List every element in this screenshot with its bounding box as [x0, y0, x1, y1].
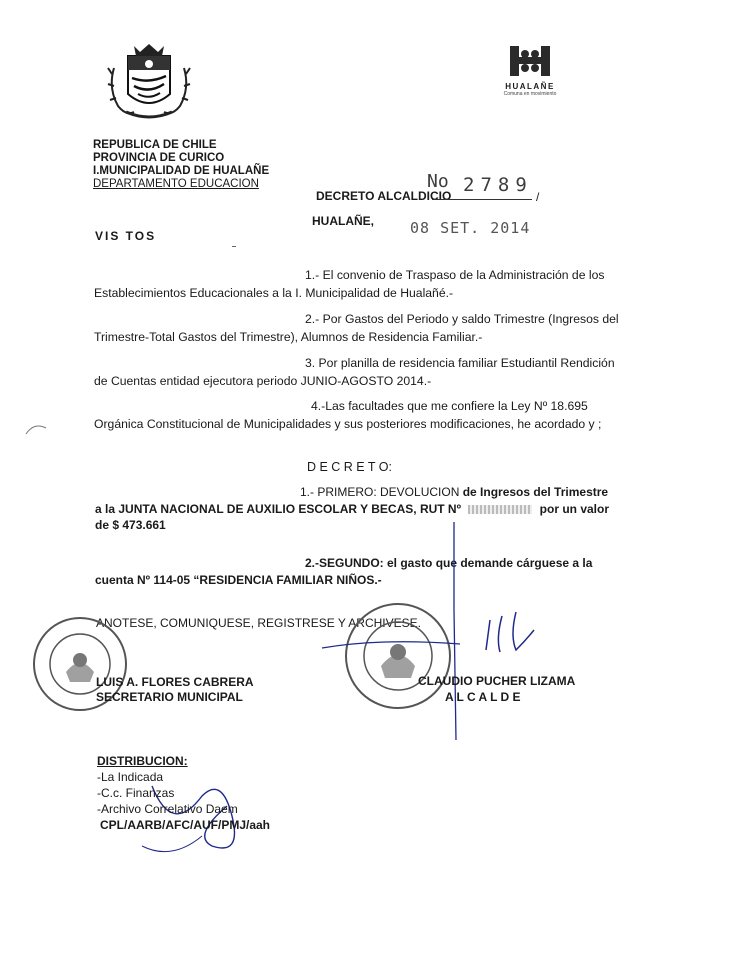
visto-1-cont: Establecimientos Educacionales a la I. Municipalidad de Hualañé.-	[94, 286, 454, 300]
closing-line: ANOTESE, COMUNIQUESE, REGISTRESE Y ARCHIVESE.	[96, 616, 421, 630]
primero-beneficiary: a la JUNTA NACIONAL DE AUXILIO ESCOLAR Y BECAS, RUT Nº	[95, 502, 461, 516]
brand-tagline: Comuna en movimiento	[503, 91, 557, 97]
primero-line-1	[300, 484, 608, 500]
decree-number-underline	[432, 199, 532, 200]
mayor-signature	[320, 520, 560, 770]
visto-3-lead: 3. Por planilla de residencia familiar Estudiantil Rendición	[305, 356, 615, 370]
coat-of-arms-logo	[104, 38, 194, 120]
margin-hole-mark	[24, 420, 48, 441]
mayor-title: A L C A L D E	[445, 690, 521, 704]
decree-label: DECRETO ALCALDICIO	[316, 189, 452, 203]
header-line-province: PROVINCIA DE CURICO	[93, 152, 225, 164]
segundo-line-2: cuenta Nº 114-05 “RESIDENCIA FAMILIAR NIÑOS.-	[95, 573, 382, 587]
primero-line-2	[95, 501, 609, 517]
mayor-name: CLAUDIO PUCHER LIZAMA	[418, 674, 576, 688]
vistos-heading: VIS TOS	[95, 229, 157, 243]
header-line-country: REPUBLICA DE CHILE	[93, 139, 217, 151]
decree-number-slash: /	[536, 190, 540, 204]
visto-4-cont: Orgánica Constitucional de Municipalidades y sus posteriores modificaciones, he acordado y ;	[94, 417, 602, 431]
visto-1-lead: 1.- El convenio de Traspaso de la Administración de los	[305, 268, 605, 282]
redacted-rut	[468, 505, 532, 514]
distribution-heading: DISTRIBUCION:	[97, 754, 188, 768]
header-block	[93, 139, 269, 191]
visto-4-lead: 4.-Las facultades que me confiere la Ley Nº 18.695	[311, 399, 588, 413]
primero-lead: 1.- PRIMERO: DEVOLUCION	[300, 485, 460, 499]
primero-subject: de Ingresos del Trimestre	[459, 485, 609, 499]
header-line-department: DEPARTAMENTO EDUCACION	[93, 178, 259, 190]
hualane-brand-logo	[500, 44, 560, 110]
distribution-item-1: -La Indicada	[97, 770, 164, 784]
small-dash-mark	[232, 246, 236, 247]
decree-number-prefix: No	[427, 171, 449, 192]
distribution-initials: CPL/AARB/AFC/AUF/PMJ/aah	[100, 818, 271, 832]
visto-2-lead: 2.- Por Gastos del Periodo y saldo Trimestre (Ingresos del	[305, 312, 619, 326]
secretary-name: LUIS A. FLORES CABRERA	[96, 675, 254, 689]
header-line-municipality: I.MUNICIPALIDAD DE HUALAÑE	[93, 165, 270, 177]
primero-amount-lead: por un valor	[539, 502, 610, 516]
brand-name: HUALAÑE	[505, 82, 555, 91]
visto-2-cont: Trimestre-Total Gastos del Trimestre), Alumnos de Residencia Familiar.-	[94, 330, 483, 344]
distribution-item-2: -C.c. Finanzas	[97, 786, 175, 800]
visto-3-cont: de Cuentas entidad ejecutora periodo JUNIO-AGOSTO 2014.-	[94, 374, 432, 388]
decree-place: HUALAÑE,	[312, 214, 374, 228]
secretary-title: SECRETARIO MUNICIPAL	[96, 690, 243, 704]
decree-date-stamp: 08 SET. 2014	[410, 219, 531, 237]
decree-number: 2789	[463, 174, 533, 196]
primero-amount: de $ 473.661	[95, 518, 166, 532]
segundo-line-1: 2.-SEGUNDO: el gasto que demande cárguese a la	[305, 556, 593, 570]
distribution-item-3: -Archivo Correlativo Daem	[97, 802, 238, 816]
decreto-heading: D E C R E T O:	[307, 460, 392, 474]
